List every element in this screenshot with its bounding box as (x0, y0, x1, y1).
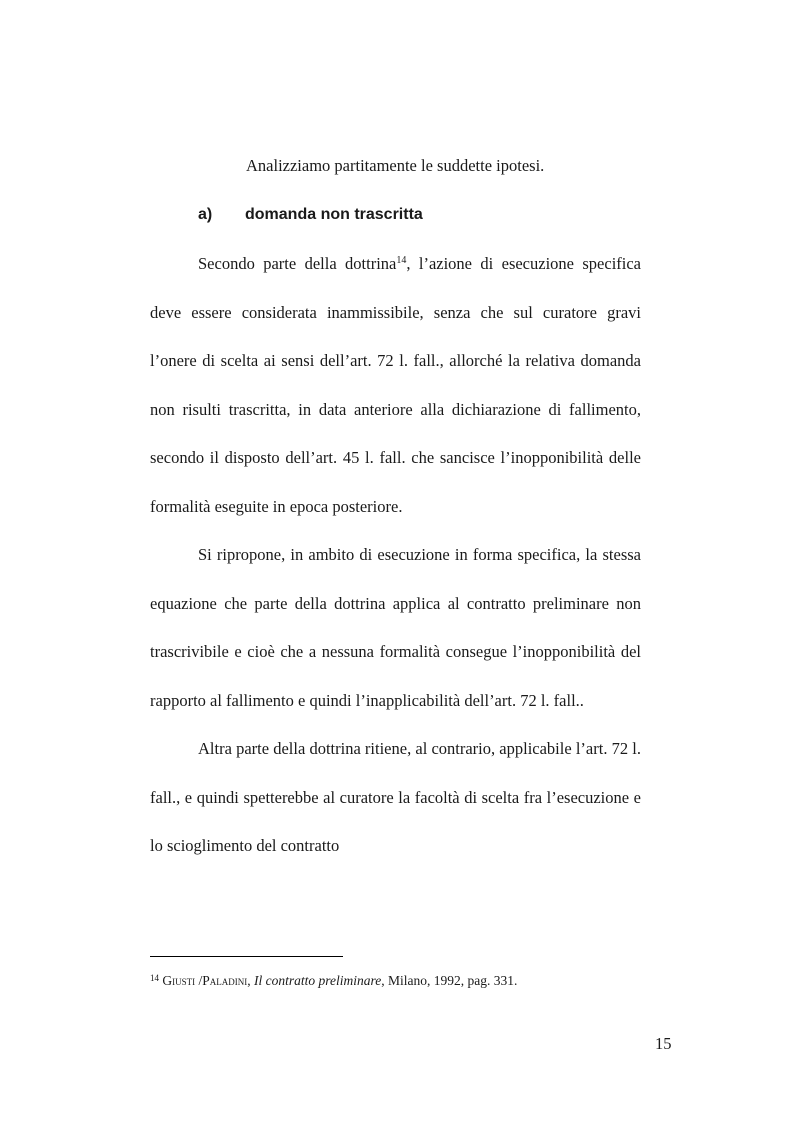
paragraph-line: lo scioglimento del contratto (150, 836, 340, 855)
paragraph-line (150, 240, 641, 289)
footnote-reference: 14 (396, 255, 407, 266)
paragraph-1 (150, 240, 641, 531)
intro-sentence: Analizziamo partitamente le suddette ipotesi. (246, 156, 545, 175)
footnote-citation: , Milano, 1992, pag. 331. (381, 973, 518, 988)
section-heading (198, 203, 423, 227)
paragraph-text: , l’azione di esecuzione specifica (406, 254, 642, 273)
paragraph-line: deve essere considerata inammissibile, senza che sul curatore gravi (150, 302, 641, 322)
paragraph-3 (150, 725, 641, 871)
paragraph-line: formalità eseguite in epoca posteriore. (150, 496, 403, 516)
footnote: $^{14}$ Giusti /Paladini, Il contratto preliminare, Milano, 1992, pag. 331. (150, 973, 518, 988)
paragraph-line: fall., e quindi spetterebbe al curatore la facoltà di scelta fra l’esecuzione e (150, 787, 641, 807)
footnote-title: Il contratto preliminare (254, 973, 382, 988)
paragraph-line: secondo il disposto dell’art. 45 l. fall. che sancisce l’inopponibilità delle (150, 448, 641, 467)
page-number: 15 (655, 1034, 672, 1053)
paragraph-text: Secondo parte della dottrina (198, 254, 397, 273)
section-title: domanda non trascritta (245, 206, 423, 223)
paragraph-2 (150, 531, 641, 725)
paragraph-line: equazione che parte della dottrina applica al contratto preliminare non (150, 593, 641, 613)
paragraph-line: rapporto al fallimento e quindi l’inapplicabilità dell’art. 72 l. fall.. (150, 690, 584, 710)
paragraph-line: non risulti trascritta, in data anteriore alla dichiarazione di fallimento, (150, 399, 641, 419)
footnote-authors: Giusti /Paladini (162, 973, 248, 988)
paragraph-line: Si ripropone, in ambito di esecuzione in forma specifica, la stessa (198, 545, 641, 564)
section-letter: a) (198, 206, 213, 223)
paragraph-line: l’onere di scelta ai sensi dell’art. 72 l. fall., allorché la relativa domanda (150, 351, 641, 370)
footnote-number: 14 (150, 973, 159, 983)
footnote-separator (150, 956, 343, 957)
paragraph-line: Altra parte della dottrina ritiene, al contrario, applicabile l’art. 72 l. (198, 739, 641, 758)
paragraph-line: trascrivibile e cioè che a nessuna formalità consegue l’inopponibilità del (150, 642, 641, 661)
